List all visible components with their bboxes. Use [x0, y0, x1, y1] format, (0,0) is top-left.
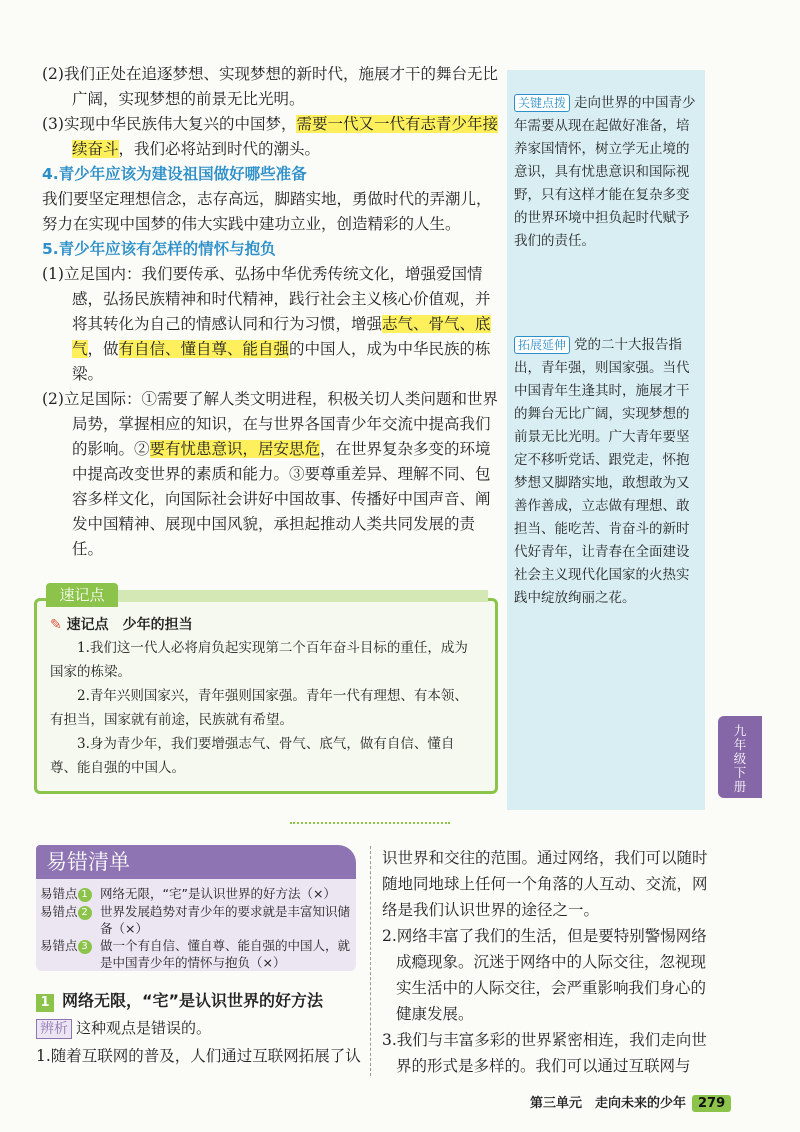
quick-note-body: [50, 636, 480, 780]
analysis-point-1: 1.随着互联网的普及，人们通过互联网拓展了认: [36, 1047, 361, 1065]
heading-4: 4.青少年应该为建设祖国做好哪些准备: [42, 165, 307, 183]
analysis-tag: 辨析: [36, 1019, 72, 1039]
main-content: [42, 62, 500, 562]
grade-side-tab[interactable]: 九 年 级 下 册: [718, 716, 762, 798]
analysis-paragraph: 识世界和交往的范围。通过网络，我们可以随时随地同地球上任何一个角落的人互动、交流，网络是我们认识世界的途径之一。: [382, 849, 708, 919]
para-2: (2)我们正处在追逐梦想、实现梦想的新时代，施展才干的舞台无比广阔，实现梦想的前景无比光明。: [42, 65, 498, 108]
key-point-tag: 关键点拨: [514, 94, 570, 112]
analysis-paragraph: 2.网络丰富了我们的生活，但是要特别警惕网络成瘾现象。沉迷于网络中的人际交往，忽视现实生活中的人际交往，会严重影响我们身心的健康发展。: [382, 927, 707, 1023]
error-list-box: 易错点 1 网络无限，“宅”是认识世界的好方法（×） 易错点 2 世界发展趋势对青少年的要求就是丰富知识储备（×） 易错点 3 做一个有自信、懂自尊、能自强的中国人，就是中国青少年的情怀与抱负（×）: [36, 879, 356, 971]
highlight: 志气、骨气、底气: [72, 315, 491, 358]
key-point-text: 走向世界的中国青少年需要从现在起做好准备，培养家国情怀，树立学无止境的意识，具有忧患意识和国际视野，只有这样才能在复杂多变的世界环境中担负起时代赋予我们的责任。: [514, 95, 696, 249]
quick-note-item: 3.身为青少年，我们要增强志气、骨气、底气，做有自信、懂自尊、能自强的中国人。: [50, 736, 455, 776]
para-5-1: (1)立足国内：我们要传承、弘扬中华优秀传统文化，增强爱国情感，弘扬民族精神和时代精神，践行社会主义核心价值观，并将其转化为自己的情感认同和行为习惯，增强志气、骨气、底气，做有自信、懂自尊、能自强的中国人，成为中华民族的栋梁。: [42, 265, 491, 383]
para-3: (3)实现中华民族伟大复兴的中国梦，需要一代又一代有志青少年接续奋斗，我们必将站到时代的潮头。: [42, 115, 498, 158]
highlight: 需要一代又一代有志青少年接续奋斗: [72, 115, 498, 158]
section-divider: [290, 822, 450, 828]
highlight: 有自信、懂自尊、能自强: [118, 340, 290, 358]
error-list-title: 易错清单: [36, 845, 356, 879]
extension-box: [514, 334, 702, 610]
analysis-line: 辨析 这种观点是错误的。: [36, 1017, 211, 1039]
question-heading: 1 网络无限，“宅”是认识世界的好方法: [36, 988, 323, 1012]
para-5-2: (2)立足国际：①需要了解人类文明进程，积极关切人类问题和世界局势，掌握相应的知识，在与世界各国青少年交流中提高我们的影响。②要有忧患意识，居安思危，在世界复杂多变的环境中提高改变世界的素质和能力。③要尊重差异、理解不同、包容多样文化，向国际社会讲好中国故事、传播好中国声音、阐发中国精神、展现中国风貌，承担起推动人类共同发展的责任。: [42, 390, 498, 558]
quick-note-item: 2.青年兴则国家兴，青年强则国家强。青年一代有理想、有本领、有担当，国家就有前途，民族就有希望。: [50, 688, 468, 728]
quick-note-title: ✎ 速记点 少年的担当: [50, 617, 193, 633]
para-4: 我们要坚定理想信念，志存高远，脚踏实地，勇做时代的弄潮儿，努力在实现中国梦的伟大实践中建功立业，创造精彩的人生。: [42, 190, 492, 233]
highlight: 要有忧患意识，居安思危: [149, 440, 321, 458]
quick-note-item: 1.我们这一代人必将肩负起实现第二个百年奋斗目标的重任，成为国家的栋梁。: [50, 640, 468, 680]
extension-tag: 拓展延伸: [514, 336, 570, 354]
page-number: 279: [692, 1095, 731, 1112]
column-divider: [370, 846, 371, 1076]
heading-5: 5.青少年应该有怎样的情怀与抱负: [42, 240, 276, 258]
key-point-box: [514, 92, 702, 253]
analysis-paragraph: 3.我们与丰富多彩的世界紧密相连，我们走向世界的形式是多样的。我们可以通过互联网与: [382, 1031, 707, 1075]
quick-note-tab: 速记点: [46, 583, 118, 607]
extension-text: 党的二十大报告指出，青年强，则国家强。当代中国青年生逢其时，施展才干的舞台无比广阔，实现梦想的前景无比光明。广大青年要坚定不移听党话、跟党走，怀抱梦想又脚踏实地，敢想敢为又善作善成，立志做有理想、敢担当、能吃苦、肯奋斗的新时代好青年，让青春在全面建设社会主义现代化国家的火热实践中绽放绚丽之花。: [514, 337, 690, 606]
unit-label: 第三单元 走向未来的少年: [530, 1096, 687, 1111]
bell-icon: ✎: [50, 617, 62, 633]
right-column: [382, 845, 710, 1079]
quick-note-band: [118, 590, 488, 602]
page-footer: [530, 1092, 731, 1112]
